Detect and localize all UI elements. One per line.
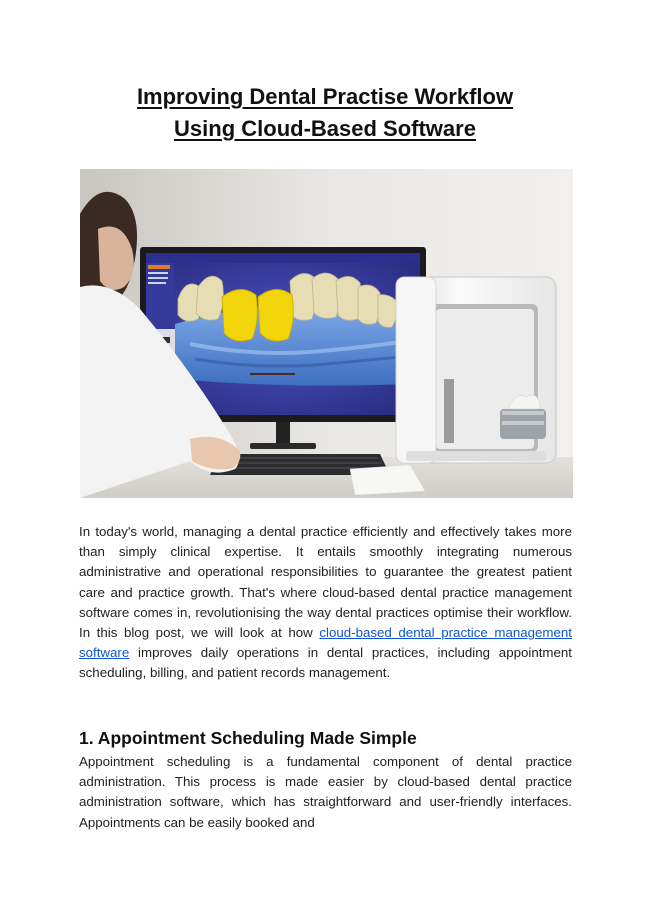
dental-scanner [396,277,556,463]
software-link[interactable]: cloud-based dental practice management software [79,625,572,661]
intro-text-after-link: improves daily operations in dental practices, including appointment scheduling, billing, and patient records management. [79,645,572,681]
section-body-appointment-scheduling: Appointment scheduling is a fundamental component of dental practice administration. This process is made easier by cloud-based dental practice administration software, which has straightforward and user-friendly interfaces. Appointments can be easily booked and [79,754,572,830]
intro-text-before-link: In today's world, managing a dental practice efficiently and effectively takes more than simply clinical expertise. It entails smoothly integrating numerous administrative and operational responsibilities to guarantee the greatest patient care and practice growth. That's where cloud-based dental practice management software comes in, revolutionising the way dental practices optimise their workflow. In this blog post, we will look at how [79,524,572,641]
title-line-2: Using Cloud-Based Software [174,116,476,141]
highlighted-tooth-left [222,289,257,341]
highlighted-tooth-right [258,289,293,341]
title-line-1: Improving Dental Practise Workflow [136,84,514,109]
intro-paragraph [79,522,572,684]
dental-scan-illustration [80,169,573,498]
section-heading-appointment-scheduling: 1. Appointment Scheduling Made Simple [79,728,417,748]
hero-image [80,169,573,498]
article-title [60,81,590,145]
